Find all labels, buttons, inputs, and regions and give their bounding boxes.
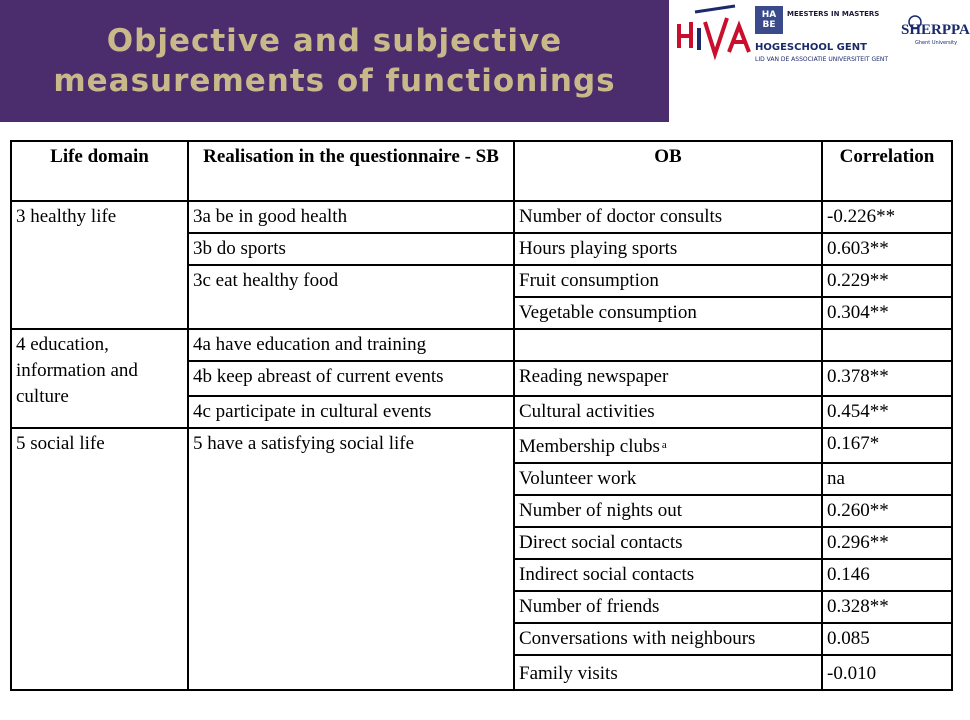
header-correlation: Correlation [822, 141, 952, 201]
ob-cell [514, 428, 822, 463]
ob-cell: Number of doctor consults [514, 201, 822, 233]
correlation-cell: 0.167* [822, 428, 952, 463]
correlation-cell: 0.260** [822, 495, 952, 527]
correlation-cell: 0.146 [822, 559, 952, 591]
ob-cell: Hours playing sports [514, 233, 822, 265]
correlation-cell: 0.378** [822, 361, 952, 396]
domain-cell: 4 education, information and culture [11, 329, 188, 428]
page-title-line-1: Objective and subjective [106, 23, 563, 59]
correlation-cell: 0.085 [822, 623, 952, 655]
ob-cell: Number of friends [514, 591, 822, 623]
hiva-logo-icon [675, 4, 755, 60]
sb-cell: 3c eat healthy food [188, 265, 514, 329]
correlation-cell: 0.296** [822, 527, 952, 559]
correlation-cell: na [822, 463, 952, 495]
meesters-text: MEESTERS IN MASTERS [787, 10, 880, 18]
table-header-row [11, 141, 952, 201]
sb-cell: 4b keep abreast of current events [188, 361, 514, 396]
table-row [11, 329, 952, 361]
sherppa-text: SHERPPA [901, 22, 970, 38]
ob-cell: Family visits [514, 655, 822, 690]
correlation-cell: 0.229** [822, 265, 952, 297]
ob-cell: Direct social contacts [514, 527, 822, 559]
page-title-line-2: measurements of functionings [53, 63, 616, 99]
ob-cell: Vegetable consumption [514, 297, 822, 329]
sherppa-subtext: Ghent University [915, 40, 958, 46]
ob-cell: Fruit consumption [514, 265, 822, 297]
sb-cell: 4c participate in cultural events [188, 396, 514, 428]
header-realisation: Realisation in the questionnaire - SB [188, 141, 514, 201]
ob-cell: Indirect social contacts [514, 559, 822, 591]
title-bar [0, 0, 669, 122]
domain-cell: 3 healthy life [11, 201, 188, 329]
habe-logo-icon: HA BE [755, 6, 783, 34]
correlation-cell: 0.454** [822, 396, 952, 428]
ob-cell: Cultural activities [514, 396, 822, 428]
sb-cell: 3b do sports [188, 233, 514, 265]
correlation-cell: 0.304** [822, 297, 952, 329]
correlation-cell: -0.226** [822, 201, 952, 233]
domain-cell: 5 social life [11, 428, 188, 690]
functionings-table [10, 140, 953, 691]
sb-cell: 3a be in good health [188, 201, 514, 233]
ob-text: Membership clubs [519, 436, 660, 457]
correlation-cell: 0.603** [822, 233, 952, 265]
header-ob: OB [514, 141, 822, 201]
ob-cell: Number of nights out [514, 495, 822, 527]
correlation-cell [822, 329, 952, 361]
ob-cell: Conversations with neighbours [514, 623, 822, 655]
ob-cell: Reading newspaper [514, 361, 822, 396]
table-row [11, 201, 952, 233]
header-life-domain: Life domain [11, 141, 188, 201]
table-row [11, 428, 952, 463]
logo-strip [669, 0, 970, 122]
sb-cell: 5 have a satisfying social life [188, 428, 514, 690]
hogeschool-subtext: LID VAN DE ASSOCIATIE UNIVERSITEIT GENT [755, 56, 889, 63]
footnote-marker: a [661, 439, 667, 451]
correlation-cell: -0.010 [822, 655, 952, 690]
hogeschool-text: HOGESCHOOL GENT [755, 42, 867, 53]
correlation-cell: 0.328** [822, 591, 952, 623]
sb-cell: 4a have education and training [188, 329, 514, 361]
ob-cell [514, 329, 822, 361]
ob-cell: Volunteer work [514, 463, 822, 495]
